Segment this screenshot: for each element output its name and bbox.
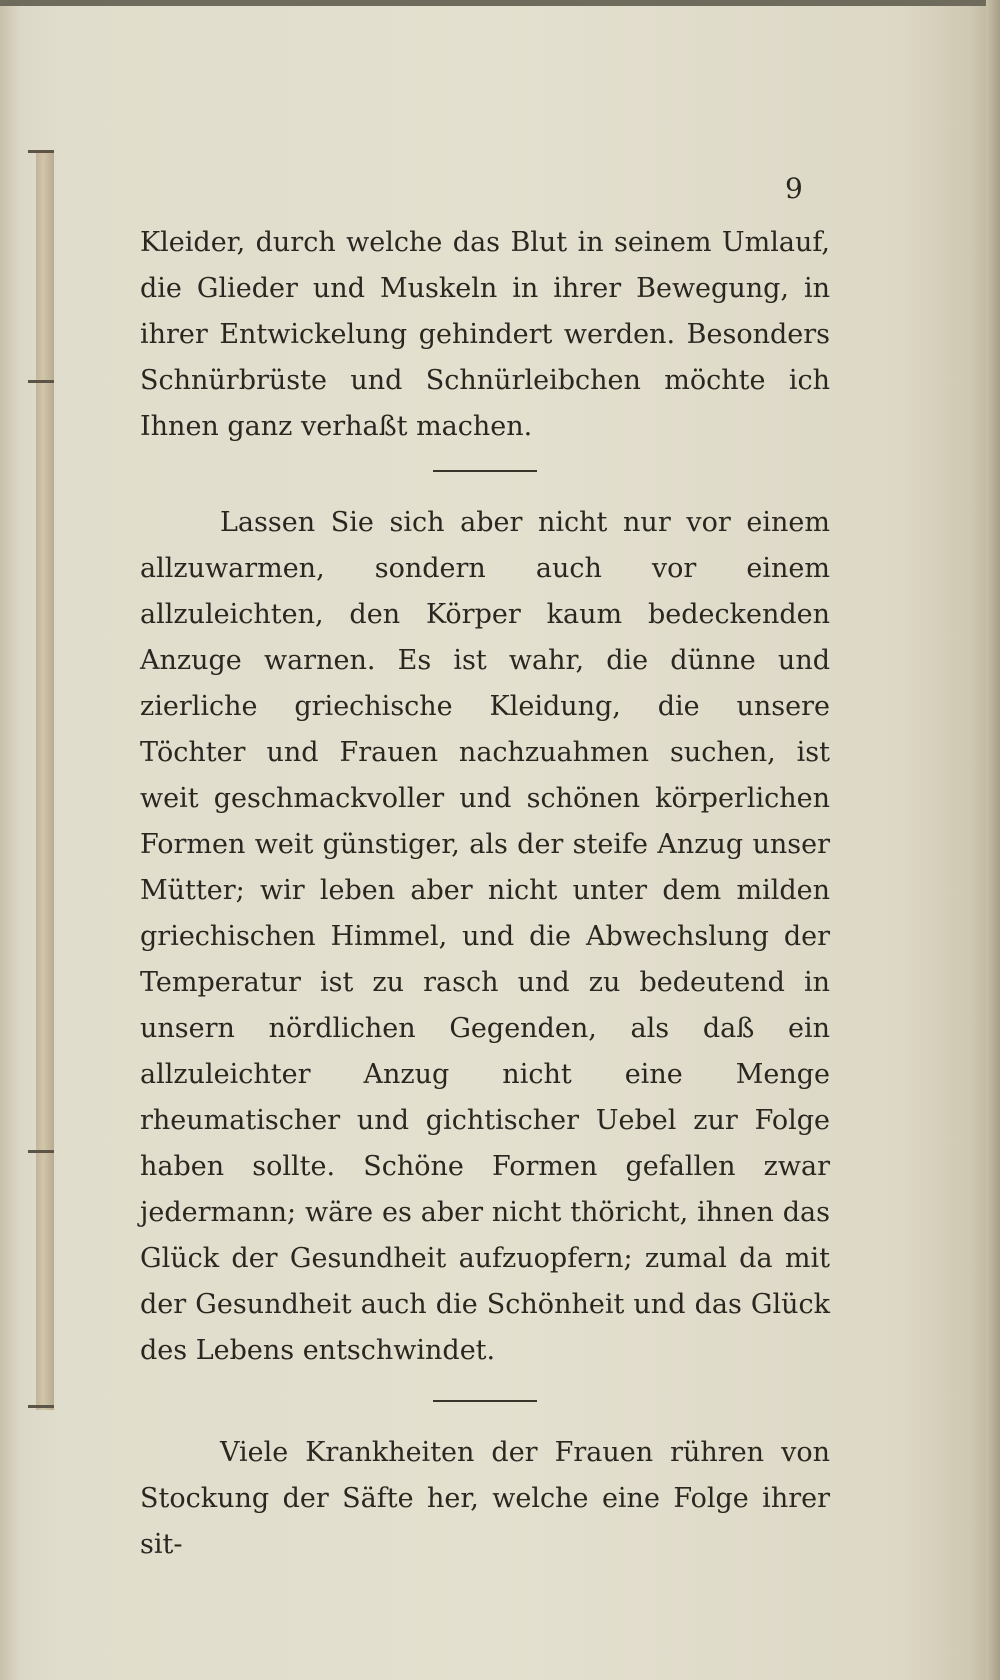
binding-stitch (28, 150, 54, 153)
paragraph-3: Viele Krankheiten der Frauen rühren von Stockung der Säfte her, welche eine Folge ihrer sit- (140, 1437, 830, 1560)
book-binding (36, 150, 54, 1410)
text-body (140, 220, 830, 1568)
binding-stitch (28, 1150, 54, 1153)
paragraph-2: Lassen Sie sich aber nicht nur vor einem allzuwarmen, sondern auch vor einem allzuleichten, den Körper kaum bedeckenden Anzuge warnen. Es ist wahr, die dünne und zierliche griechische Kleidung, die unsere Töchter und Frauen nachzuahmen suchen, ist weit geschmackvoller und schönen körperlichen Formen weit günstiger, als der steife Anzug unser Mütter; wir leben aber nicht unter dem milden griechischen Himmel, und die Abwechslung der Temperatur ist zu rasch und zu bedeutend in unsern nördlichen Gegenden, als daß ein allzuleichter Anzug nicht eine Menge rheumatischer und gichtischer Uebel zur Folge haben sollte. Schöne Formen gefallen zwar jedermann; wäre es aber nicht thöricht, ihnen das Glück der Gesundheit aufzuopfern; zumal da mit der Gesundheit auch die Schönheit und das Glück des Lebens entschwindet. (140, 507, 830, 1366)
page-top-edge (0, 0, 1000, 6)
section-divider (433, 470, 537, 472)
section-divider (433, 1400, 537, 1402)
page-right-edge (986, 0, 1000, 1680)
binding-stitch (28, 1405, 54, 1408)
page-number: 9 (785, 172, 803, 205)
paragraph-1: Kleider, durch welche das Blut in seinem Umlauf, die Glieder und Muskeln in ihrer Bewegung, in ihrer Entwickelung gehindert werden. Besonders Schnürbrüste und Schnürleibchen möchte ich Ihnen ganz verhaßt machen. (140, 227, 830, 442)
binding-stitch (28, 380, 54, 383)
